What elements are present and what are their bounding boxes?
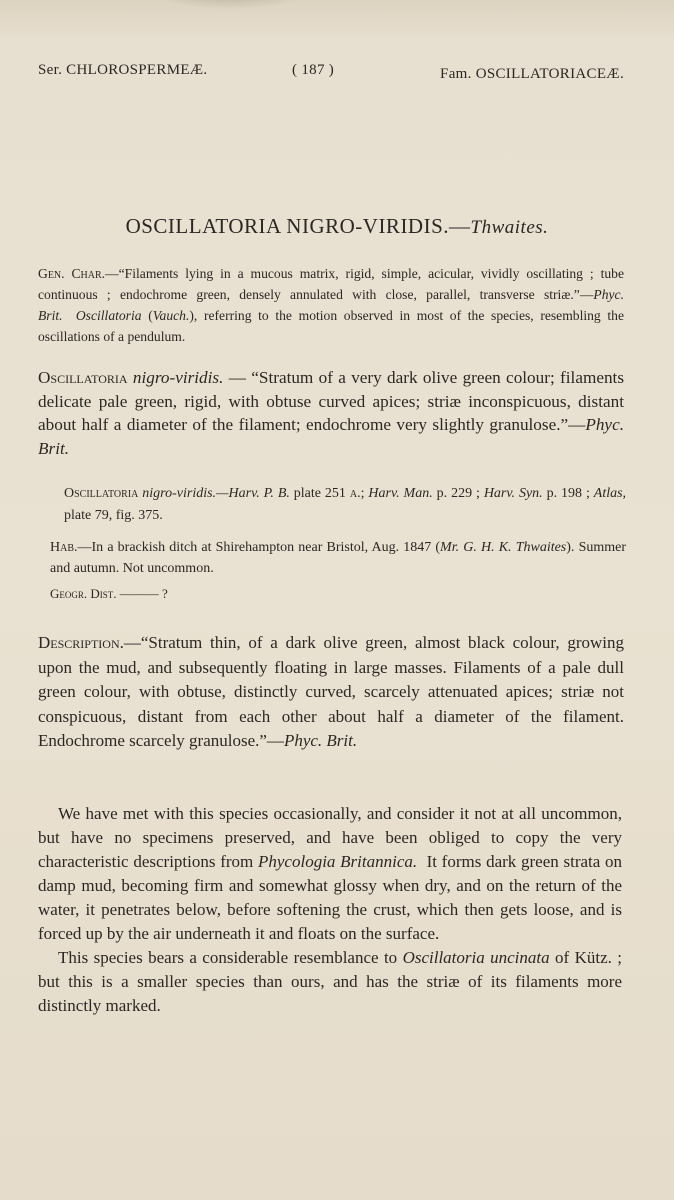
commentary-p2-text-1: This species bears a considerable resemblance to xyxy=(58,948,398,967)
geographic-distribution-text: ——— ? xyxy=(119,586,168,601)
synonymy-epithet: nigro-viridis.—Harv. P. B. xyxy=(142,486,290,501)
specific-character-reference: Phyc. Brit. xyxy=(38,415,624,458)
synonymy-plate-letter: a. xyxy=(349,486,361,501)
habitat-collector: Mr. G. H. K. Thwaites xyxy=(440,540,567,555)
description-label: Description. xyxy=(38,633,124,652)
generic-character-label: Gen. Char. xyxy=(38,266,106,281)
running-head-family: Fam. OSCILLATORIACEÆ. xyxy=(440,66,624,82)
commentary-p1-text-1: We have met with this species occasionally, and consider it not at all uncommon, but have no specimens preserved, and have been obliged to copy the very characteristic descriptions from xyxy=(38,804,622,871)
specific-character xyxy=(38,366,624,460)
synonymy-manual-ref: Harv. Man. xyxy=(368,486,433,501)
synonymy-atlas-ref: Atlas, xyxy=(593,486,627,501)
synonymy-plate: plate 251 xyxy=(293,486,346,501)
description-text: —“Stratum thin, of a dark olive green, almost black colour, growing upon the mud, and subsequently floating in large masses. Filaments of a pale dull green colour, with obtuse, distinctly curved, scarcely attenuated apices; striæ not conspicuous, distant from each other about half a diameter of the filament. Endochrome scarcely granulose.”— xyxy=(38,633,624,750)
commentary-p1-reference: Phycologia Britannica. xyxy=(258,852,418,871)
synonymy-atlas-plate: plate 79, fig. 375. xyxy=(64,508,163,523)
running-head-series: Ser. CHLOROSPERMEÆ. xyxy=(38,62,208,78)
habitat-text: —In a brackish ditch at Shirehampton near Bristol, Aug. 1847 ( xyxy=(77,540,441,555)
species-title xyxy=(0,214,674,239)
commentary-paragraph-1 xyxy=(38,802,622,946)
page-number: ( 187 ) xyxy=(292,62,335,78)
commentary-p2-reference: Oscillatoria uncinata xyxy=(402,948,550,967)
species-title-author: Thwaites. xyxy=(470,217,549,238)
specific-character-epithet: nigro-viridis. xyxy=(132,368,224,387)
description xyxy=(38,631,624,754)
synonymy-manual-page: p. 229 ; xyxy=(436,486,480,501)
generic-character-reference: Phyc. Brit. xyxy=(38,287,624,323)
geographic-distribution-label: Geogr. Dist. xyxy=(50,586,117,601)
habitat xyxy=(50,537,626,579)
generic-character-authority: Vauch. xyxy=(152,308,190,323)
commentary xyxy=(38,802,622,1018)
specific-character-text: — “Stratum of a very dark olive green colour; filaments delicate pale green, rigid, with obtuse curved apices; striæ inconspicuous, distant about half a diameter of the filament; endochrome very slightly granulose.”— xyxy=(38,368,625,434)
synonymy-genus: Oscillatoria xyxy=(64,486,139,501)
generic-character-etymology: ), referring to the motion observed in most of the species, resembling the oscillations of a pendulum. xyxy=(38,308,624,344)
description-reference: Phyc. Brit. xyxy=(283,731,358,750)
generic-character-text: —“Filaments lying in a mucous matrix, rigid, simple, acicular, vividly oscillating ; tube continuous ; endochrome green, densely annulated with close, parallel, transverse striæ.”— xyxy=(38,266,624,302)
specific-character-genus: Oscillatoria xyxy=(38,368,128,387)
generic-character-genus: Oscillatoria xyxy=(75,308,142,323)
running-head xyxy=(38,62,624,86)
habitat-label: Hab. xyxy=(50,540,78,555)
commentary-p1-text-2: It forms dark green strata on damp mud, becoming firm and somewhat glossy when dry, and on the return of the water, it penetrates below, before softening the crust, which then gets loose, and is forced up by the air underneath it and floats on the surface. xyxy=(38,852,623,943)
synonymy-synopsis-ref: Harv. Syn. xyxy=(483,486,543,501)
page-edge-shadow xyxy=(150,0,310,10)
species-title-name: OSCILLATORIA NIGRO-VIRIDIS.— xyxy=(125,214,471,238)
habitat-season: ). Summer and autumn. Not uncommon. xyxy=(50,540,627,576)
synonymy xyxy=(64,483,626,527)
commentary-paragraph-2 xyxy=(38,946,622,1018)
commentary-p2-text-2: of Kütz. ; but this is a smaller species than ours, and has the striæ of its filaments more distinctly marked. xyxy=(38,948,623,1015)
synonymy-synopsis-page: p. 198 ; xyxy=(546,486,590,501)
synonymy-sep: ; xyxy=(360,486,365,501)
generic-character: Gen. Char.—“Filaments lying in a mucous matrix, rigid, simple, acicular, vividly oscillating ; tube continuous ; endochrome green, densely annulated with close, parallel, transverse striæ.”—Phyc. Brit. Oscillatoria (Vauch.), referring to the motion observed in most of the species, resembling the oscillations of a pendulum. xyxy=(38,266,624,344)
geographic-distribution xyxy=(50,586,350,602)
